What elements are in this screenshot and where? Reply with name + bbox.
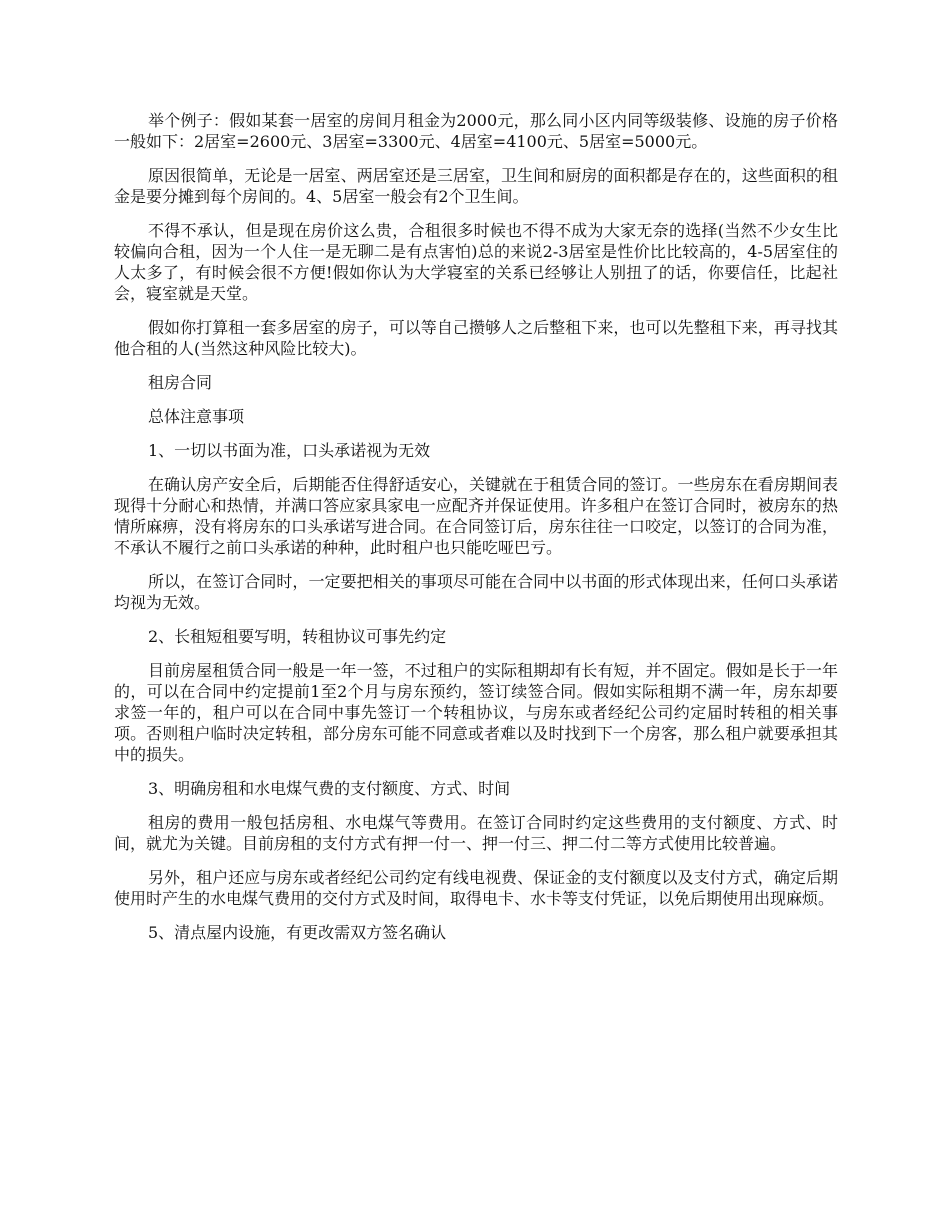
paragraph-item-2-body: 目前房屋租赁合同一般是一年一签，不过租户的实际租期却有长有短，并不固定。假如是长于一年的，可以在合同中约定提前1至2个月与房东预约，签订续签合同。假如实际租期不满一年，房东却要求签一年的，租户可以在合同中事先签订一个转租协议，与房东或者经纪公司约定届时转租的相关事项。否则租户临时决定转租，部分房东可能不同意或者难以及时找到下一个房客，那么租户就要承担其中的损失。	[114, 661, 838, 764]
item-heading-1: 1、一切以书面为准，口头承诺视为无效	[148, 441, 431, 460]
paragraph-item-1-conclusion: 所以，在签订合同时，一定要把相关的事项尽可能在合同中以书面的形式体现出来，任何口头承诺均视为无效。	[114, 572, 838, 612]
paragraph-item-1-body: 在确认房产安全后，后期能否住得舒适安心，关键就在于租赁合同的签订。一些房东在看房期间表现得十分耐心和热情，并满口答应家具家电一应配齐并保证使用。许多租户在签订合同时，被房东的热情所麻痹，没有将房东的口头承诺写进合同。在合同签订后，房东往往一口咬定，以签订的合同为准，不承认不履行之前口头承诺的种种，此时租户也只能吃哑巴亏。	[114, 475, 838, 557]
paragraph-shared-rent: 不得不承认，但是现在房价这么贵，合租很多时候也不得不成为大家无奈的选择(当然不少女生比较偏向合租，因为一个人住一是无聊二是有点害怕)总的来说2-3居室是性价比比较高的，4-5居室住的人太多了，有时候会很不方便!假如你认为大学寝室的关系已经够让人别扭了的话，你要信任，比起社会，寝室就是天堂。	[114, 221, 838, 303]
paragraph-rent-example: 举个例子：假如某套一居室的房间月租金为2000元，那么同小区内同等级装修、设施的房子价格一般如下：2居室=2600元、3居室=3300元、4居室=4100元、5居室=5000元。	[114, 111, 838, 151]
paragraph-multi-room: 假如你打算租一套多居室的房子，可以等自己攒够人之后整租下来，也可以先整租下来，再寻找其他合租的人(当然这种风险比较大)。	[114, 318, 838, 358]
paragraph-item-3-extra: 另外，租户还应与房东或者经纪公司约定有线电视费、保证金的支付额度以及支付方式，确定后期使用时产生的水电煤气费用的交付方式及时间，取得电卡、水卡等支付凭证，以免后期使用出现麻烦。	[114, 868, 838, 908]
paragraph-reason: 原因很简单，无论是一居室、两居室还是三居室，卫生间和厨房的面积都是存在的，这些面积的租金是要分摊到每个房间的。4、5居室一般会有2个卫生间。	[114, 166, 838, 206]
section-heading-general-notes: 总体注意事项	[148, 407, 245, 426]
section-heading-contract: 租房合同	[148, 373, 213, 392]
item-heading-2: 2、长租短租要写明，转租协议可事先约定	[148, 627, 447, 646]
document-page	[114, 110, 838, 956]
item-heading-3: 3、明确房租和水电煤气费的支付额度、方式、时间	[148, 779, 511, 798]
paragraph-item-3-body: 租房的费用一般包括房租、水电煤气等费用。在签订合同时约定这些费用的支付额度、方式、时间，就尤为关键。目前房租的支付方式有押一付一、押一付三、押二付二等方式使用比较普遍。	[114, 813, 838, 853]
item-heading-5: 5、清点屋内设施，有更改需双方签名确认	[148, 923, 447, 942]
